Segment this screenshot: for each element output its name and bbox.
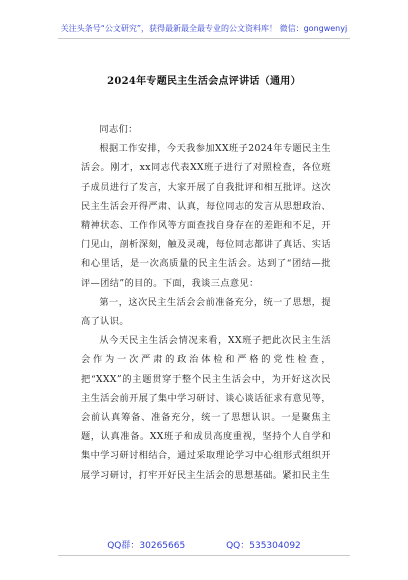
paragraph-1: 根据工作安排，今天我参加XX班子2024年专题民主生活会。刚才，xx同志代表XX班子进行了对照检查，各位班子成员进行了发言，大家开展了自我批评和相互批评。这次民主生活会开得严肃、认真，每位同志的发言从思想政治、精神状态、工作作风等方面查找自身存在的差距和不足，开门见山，剖析深刻，触及灵魂，每位同志都讲了真话、实话和心里话，是一次高质量的民主生活会。达到了“团结—批评—团结”的目的。下面，我谈三点意见： bbox=[81, 143, 331, 289]
document-body bbox=[81, 120, 331, 485]
paragraph-2: 第一，这次民主生活会会前准备充分，统一了思想，提高了认识。 bbox=[81, 296, 331, 328]
salutation: 同志们： bbox=[99, 124, 138, 135]
document-title: 2024年专题民主生活会点评讲话（通用） bbox=[107, 76, 301, 87]
header-divider bbox=[58, 38, 350, 39]
footer-qq: QQ：535304092 bbox=[226, 541, 301, 551]
page-footer bbox=[0, 538, 408, 551]
footer-qq-group: QQ群：30265665 bbox=[107, 541, 186, 551]
page-header: 关注头条号“公文研究”，获得最新最全最专业的公文资料库！ 微信：gongwenyj bbox=[60, 24, 348, 33]
footer-divider bbox=[58, 555, 350, 556]
paragraph-3: 从今天民主生活会情况来看，XX班子把此次民主生活会作为一次严肃的政治体检和严格的党性检查，把“XXX”的主题贯穿于整个民主生活会中，为开好这次民主生活会前开展了集中学习研讨、谈心谈话征求有意见等，会前认真筹备、准备充分，统一了思想认识。一是聚焦主题，认真准备。XX班子和成员高度重视，坚持个人自学和集中学习研讨相结合，通过采取理论学习中心组形式组织开展学习研讨，打牢开好民主生活会的思想基础。紧扣民主生 bbox=[81, 335, 331, 481]
